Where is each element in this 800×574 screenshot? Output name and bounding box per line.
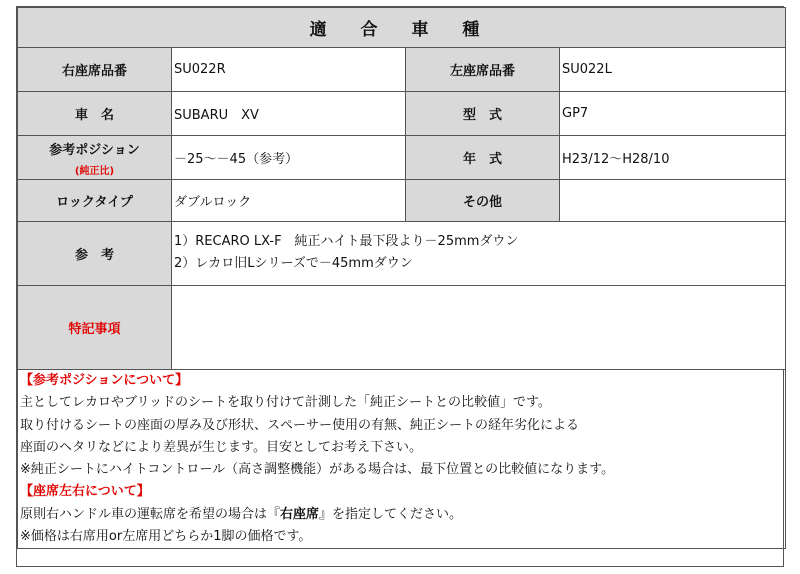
car-name-value: SUBARU XV [172, 92, 406, 136]
seat-right-label: 右座席品番 [18, 48, 172, 92]
other-value [560, 180, 786, 222]
ref-position-label-cell [18, 136, 172, 180]
reference-label: 参 考 [18, 222, 172, 286]
reference-line-1: 1）RECARO LX-F 純正ハイト最下段より－25mmダウン [174, 234, 519, 249]
special-notes-label: 特記事項 [18, 286, 172, 370]
ref-position-sub: (純正比) [74, 165, 115, 177]
seat-left-label: 左座席品番 [406, 48, 560, 92]
fitment-sheet [16, 6, 784, 567]
notes-line: 取り付けるシートの座面の厚み及び形状、スペーサー使用の有無、純正シートの経年劣化による [20, 417, 580, 433]
reference-value [172, 222, 786, 286]
lock-type-label: ロックタイプ [18, 180, 172, 222]
notes-line [20, 504, 783, 526]
lock-type-value: ダブルロック [172, 180, 406, 222]
notes-line: ※価格は右席用or左席用どちらか1脚の価格です。 [20, 529, 312, 545]
seat-left-value: SU022L [560, 48, 786, 92]
model-label: 型 式 [406, 92, 560, 136]
page-title: 適 合 車 種 [18, 8, 786, 48]
notes-line5-post: 』を指定してください。 [319, 506, 463, 522]
notes-line5-bold: 右座席 [280, 506, 320, 522]
notes-line5-pre: 原則右ハンドル車の運転席を希望の場合は『 [20, 506, 281, 522]
model-value: GP7 [560, 92, 786, 136]
year-label: 年 式 [406, 136, 560, 180]
fitment-table [17, 7, 786, 549]
reference-line-2: 2）レカロ旧Lシリーズで－45mmダウン [174, 256, 413, 271]
special-notes-value [172, 286, 786, 370]
ref-position-label: 参考ポジション [49, 142, 140, 158]
year-value: H23/12～H28/10 [560, 136, 786, 180]
notes-line: 主としてレカロやブリッドのシートを取り付けて計測した「純正シートとの比較値」です。 [20, 395, 551, 411]
notes-heading-seat-side: 【座席左右について】 [20, 484, 150, 500]
notes-line: 座面のヘタリなどにより差異が生じます。目安としてお考え下さい。 [20, 439, 422, 455]
car-name-label: 車 名 [18, 92, 172, 136]
other-label: その他 [406, 180, 560, 222]
ref-position-value: －25～－45（参考） [172, 136, 406, 180]
seat-right-value: SU022R [172, 48, 406, 92]
notes-line: ※純正シートにハイトコントロール（高さ調整機能）がある場合は、最下位置との比較値になります。 [20, 462, 615, 478]
notes-heading-position: 【参考ポジションについて】 [20, 373, 189, 388]
notes-block [18, 370, 786, 549]
